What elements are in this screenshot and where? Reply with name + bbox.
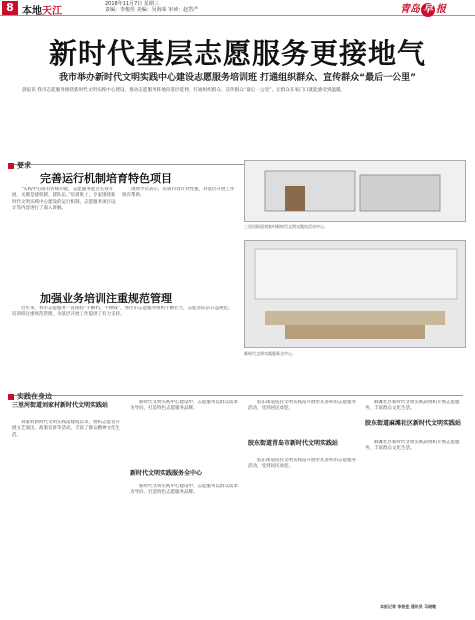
practice-body-4: 麻滩社区新时代文明实践站组织开展志愿服务，丰富群众文化生活。 <box>365 440 460 452</box>
practice-body-4a: 麻滩社区新时代文明实践站组织开展志愿服务，丰富群众文化生活。 <box>365 400 460 412</box>
subsection-title-2: 新时代文明实践服务全中心 <box>130 470 203 477</box>
byline: 本报记者 李俊佳 通讯员 马晓敏 <box>380 604 437 609</box>
headline: 新时代基层志愿服务更接地气 <box>48 37 426 70</box>
practice-body-1: 刘家村新时代文明实践站建成以来，组织志愿者开展文艺演出、政策宣讲等活动，丰富了群众精神文化生活。 <box>12 420 120 438</box>
page-header <box>0 0 475 16</box>
section-title-1: 完善运行机制培育特色项目 <box>40 172 172 185</box>
practice-body-2a: 新时代文明实践中心建设中，志愿服务以群众需求为导向，打造特色志愿服务品牌。 <box>130 400 238 412</box>
issue-info: 2018年11月7日 星期三 责编：李俊佳 美编：吴海荣 审读：赵岱严 <box>105 1 199 13</box>
article-body-2: 近年来，我市志愿服务一直保持“不断档、不掉线”，各区市志愿服务组织不断壮大，志愿者队伍日益规范。培训班注重规范管理，为基层开展工作提供了有力支持。 <box>12 306 233 318</box>
article-body-1b: 现场学员表示，培训内容针对性强，对基层开展工作很有帮助。 <box>122 187 235 199</box>
section-bar-requirements: 要求 <box>8 155 463 165</box>
practice-body-2: 新时代文明实践中心建设中，志愿服务以群众需求为导向，打造特色志愿服务品牌。 <box>130 484 238 496</box>
photo-interior <box>244 240 466 348</box>
subheadline: 我市举办新时代文明实践中心建设志愿服务培训班 打通组织群众、宣传群众“最后一公里” <box>59 73 416 83</box>
section-label: 本地天江 <box>22 6 62 17</box>
section-title-2: 加强业务培训注重规范管理 <box>40 292 172 305</box>
article-body-1: “实践中心既有传统功能，志愿服务能否长效开展，关键是建机制、建队伍。”培训班上，专家围绕新时代文明实践中心建设的运行机制、志愿服务项目设计等内容进行了深入讲解。 <box>12 187 116 211</box>
subsection-title-1: 三里河街道刘家村新时代文明实践站 <box>12 402 109 409</box>
subsection-title-4: 胶东街道麻滩社区新时代文明实践站 <box>365 420 462 427</box>
lead-paragraph: 晨报讯 我市志愿服务围绕新时代文明实践中心建设，推动志愿服务阵地向基层延伸，打通组织群众、宣传群众“最后一公里”，让群众在家门口就能感受到温暖。 <box>22 88 346 93</box>
photo-caption-1: 三里河街道刘家村新时代文明实践站活动中心。 <box>244 224 328 229</box>
practice-body-3a: 胶东街道依托文明实践站开展形式多样的志愿服务活动，受到居民欢迎。 <box>248 400 356 412</box>
newspaper-logo: 青岛 早 报 <box>400 4 446 15</box>
subsection-title-3: 胶东街道青岛市新时代文明实践站 <box>248 440 339 447</box>
practice-body-3: 胶东街道依托文明实践站开展形式多样的志愿服务活动，受到居民欢迎。 <box>248 458 356 470</box>
page-number: 8 <box>2 1 18 15</box>
section-bar-practice: 实践在身边 <box>8 386 463 396</box>
photo-caption-2: 新时代文明实践服务全中心。 <box>244 351 296 356</box>
photo-exterior <box>244 160 466 222</box>
